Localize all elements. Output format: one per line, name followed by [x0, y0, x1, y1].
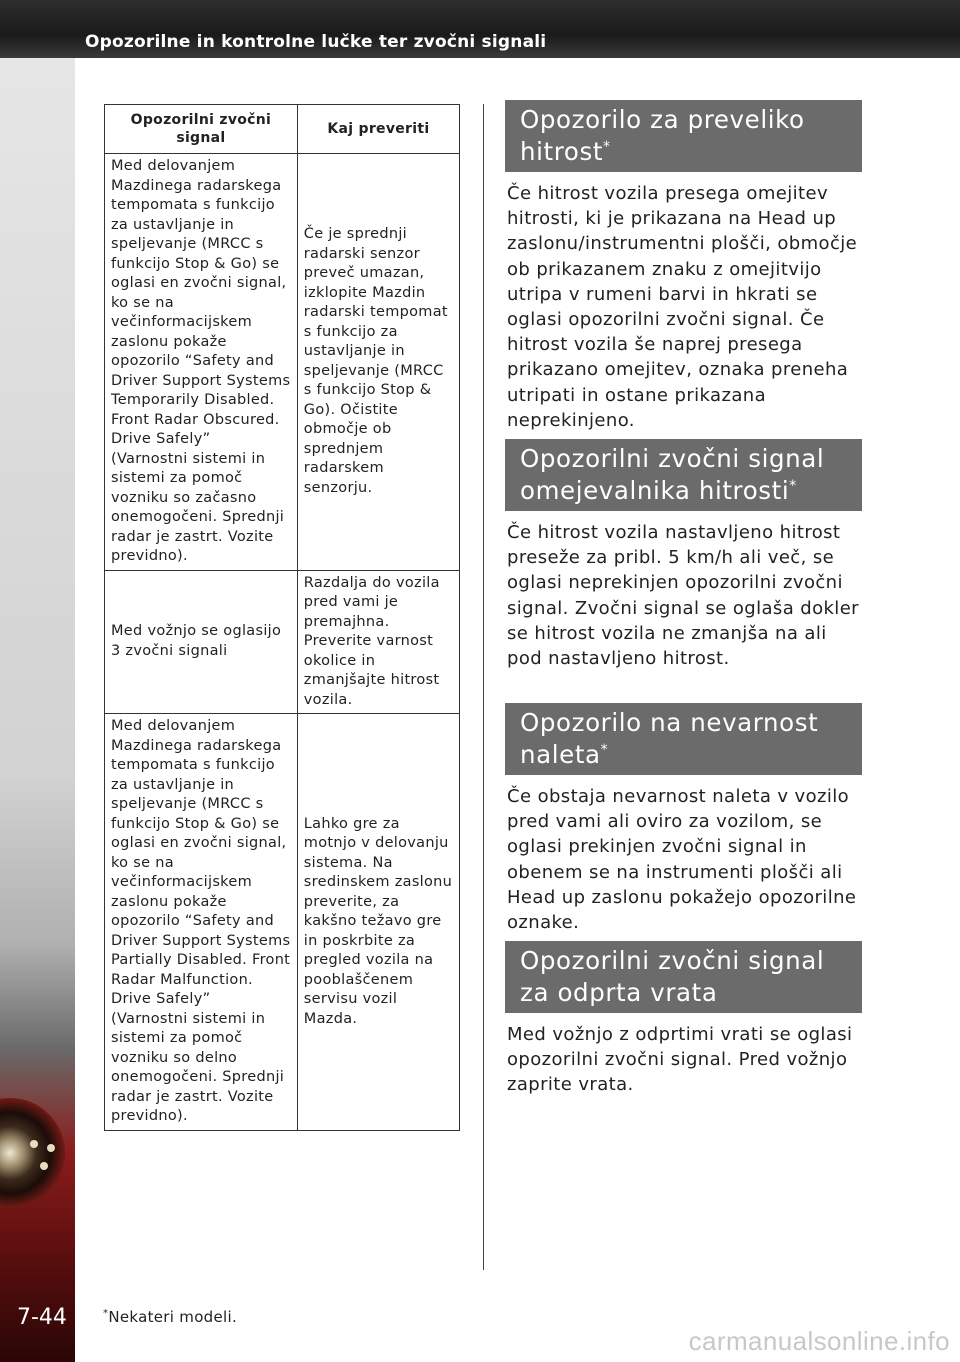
check-cell: Razdalja do vozila pred vami je premajhna. Preverite varnost okolice in zmanjšajte hitrost vozila.	[297, 570, 459, 714]
header-signal: Opozorilni zvočni signal	[105, 105, 298, 154]
signal-cell: Med delovanjem Mazdinega radarskega tempomata s funkcijo za ustavljanje in speljevanje (MRCC s funkcijo Stop & Go) se oglasi en zvočni signal, ko se na večinformacijskem zaslonu pokaže opozorilo “Safety and Driver Support Systems Temporarily Disabled. Front Radar Obscured. Drive Safely” (Varnostni sistemi in sistemi za pomoč vozniku so začasno onemogočeni. Sprednji radar je zastrt. Vozite previdno).	[105, 154, 298, 571]
section-title-collision-warning	[505, 703, 862, 775]
column-divider	[483, 104, 484, 1270]
headlight-led	[30, 1140, 38, 1148]
check-cell: Če je sprednji radarski senzor preveč umazan, izklopite Mazdin radarski tempomat s funkcijo za ustavljanje in speljevanje (MRCC s funkcijo Stop & Go). Očistite območje ob sprednjem radarskem senzorju.	[297, 154, 459, 571]
page-header-title: Opozorilne in kontrolne lučke ter zvočni signali	[85, 32, 547, 52]
footnote-mark: *	[603, 138, 611, 155]
section-body-collision-warning: Če obstaja nevarnost naleta v vozilo pred vami ali oviro za vozilom, se oglasi prekinjen zvočni signal in obenem se na instrumenti plošči ali Head up zaslonu pokažejo opozorilne oznake.	[507, 786, 857, 934]
table-row	[105, 570, 460, 714]
section-title-text: Opozorilo za preveliko hitrost	[520, 105, 805, 166]
section-title-text: Opozorilni zvočni signal za odprta vrata	[520, 946, 825, 1007]
section-title-speed-limiter	[505, 439, 862, 511]
section-body-door-open: Med vožnjo z odprtimi vrati se oglasi opozorilni zvočni signal. Pred vožnjo zaprite vrata.	[507, 1024, 853, 1096]
section-title-text: Opozorilo na nevarnost naleta	[520, 708, 819, 769]
signal-cell: Med delovanjem Mazdinega radarskega tempomata s funkcijo za ustavljanje in speljevanje (MRCC s funkcijo Stop & Go) se oglasi en zvočni signal, ko se na večinformacijskem zaslonu pokaže opozorilo “Safety and Driver Support Systems Partially Disabled. Front Radar Malfunction. Drive Safely” (Varnostni sistemi in sistemi za pomoč vozniku so delno onemogočeni. Sprednji radar je zastrt. Vozite previdno).	[105, 714, 298, 1131]
header-check: Kaj preveriti	[297, 105, 459, 154]
section-title-text: Opozorilni zvočni signal omejevalnika hitrosti	[520, 444, 825, 505]
footnote-mark: *	[103, 1308, 109, 1319]
headlight-image	[0, 1098, 65, 1208]
table-row	[105, 154, 460, 571]
signal-cell: Med vožnjo se oglasijo 3 zvočni signali	[105, 570, 298, 714]
section-title-speed-warning	[505, 100, 862, 172]
footnote	[103, 1308, 237, 1326]
section-title-door-open	[505, 941, 862, 1013]
warning-signal-table	[104, 104, 460, 1131]
check-cell: Lahko gre za motnjo v delovanju sistema. Na sredinskem zaslonu preverite, za kakšno težavo gre in poskrbite za pregled vozila na pooblaščenem servisu vozil Mazda.	[297, 714, 459, 1131]
section-body-speed-warning: Če hitrost vozila presega omejitev hitrosti, ki je prikazana na Head up zaslonu/instrumentni plošči, območje ob prikazanem znaku z omejitvijo utripa v rumeni barvi in hkrati se oglasi opozorilni zvočni signal. Če hitrost vozila še naprej presega prikazano omejitev, oznaka preneha utripati in ostane prikazana neprekinjeno.	[507, 183, 858, 431]
table-header-row	[105, 105, 460, 154]
footnote-mark: *	[600, 741, 609, 758]
header-bar	[0, 0, 960, 58]
side-strip-car-image	[0, 58, 75, 1362]
page-number: 7-44	[17, 1305, 67, 1330]
table-row	[105, 714, 460, 1131]
footnote-mark: *	[789, 477, 797, 494]
watermark: carmanualsonline.info	[688, 1326, 950, 1356]
section-body-speed-limiter: Če hitrost vozila nastavljeno hitrost preseže za pribl. 5 km/h ali več, se oglasi neprekinjen opozorilni zvočni signal. Zvočni signal se oglaša dokler se hitrost vozila ne zmanjša na ali pod nastavljeno hitrost.	[507, 522, 859, 670]
footnote-text: Nekateri modeli.	[108, 1308, 238, 1326]
headlight-led	[47, 1144, 55, 1152]
headlight-led	[40, 1162, 48, 1170]
